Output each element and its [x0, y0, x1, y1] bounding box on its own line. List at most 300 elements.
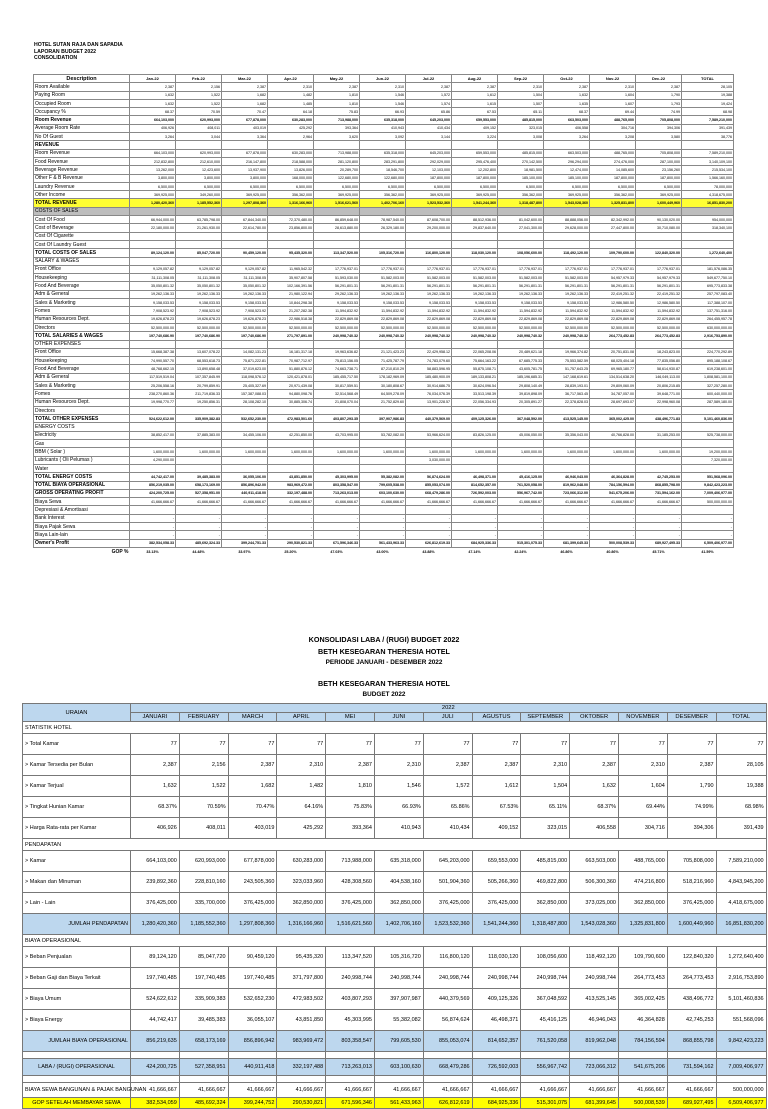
row-value: 376,425,000	[472, 893, 521, 914]
row-value: 438,496,771.83	[636, 415, 682, 423]
row-value	[179, 1076, 228, 1083]
row-value: 90,459,120	[228, 947, 277, 968]
row-value: 1,541,244,360	[452, 199, 498, 207]
row-value: 620,993,000	[176, 116, 222, 124]
row-label: Beverage Revenue	[34, 166, 130, 174]
month-header: JULI	[423, 713, 472, 722]
report-row	[34, 216, 734, 224]
row-value: 4,843,945,200	[716, 872, 766, 893]
report-row	[34, 340, 734, 348]
gop-label: GOP %	[111, 548, 129, 555]
row-value: 1,522	[176, 99, 222, 107]
row-value: 41,666,666.67	[590, 498, 636, 506]
row-value: 189,133,808.21	[452, 373, 498, 381]
row-value: 410,434	[423, 818, 472, 839]
row-value: 19,963,636.82	[314, 348, 360, 356]
summary-row	[23, 797, 767, 818]
row-label: Electricity	[34, 431, 130, 439]
report-row	[34, 274, 734, 282]
row-value	[682, 464, 734, 472]
row-value	[544, 464, 590, 472]
row-value: 108,056,600.00	[498, 249, 544, 257]
row-value: 30,885,306.74	[268, 398, 314, 406]
row-value: 65.11	[498, 108, 544, 116]
row-value: 3,800,000	[222, 174, 268, 182]
month-header: Nov-22	[590, 75, 636, 83]
row-value: 1,810	[326, 776, 375, 797]
row-value: 1,635	[544, 99, 590, 107]
row-value: 645,203,000	[423, 851, 472, 872]
row-value: 66.93	[360, 108, 406, 116]
row-value: 630,000,000.00	[682, 323, 734, 331]
row-value: 1,600,449,960	[636, 199, 682, 207]
row-value: 116,800,120.00	[406, 249, 452, 257]
row-value: 113,347,520.00	[314, 249, 360, 257]
row-value: 362,850,000	[277, 893, 326, 914]
row-value: 56,291,801.31	[636, 282, 682, 290]
month-header: AGUSTUS	[472, 713, 521, 722]
row-value: 7,908,523.92	[176, 307, 222, 315]
row-value: 147,168,619.61	[544, 373, 590, 381]
row-value: -	[360, 523, 406, 531]
row-value: 94,880,098.76	[268, 390, 314, 398]
row-value	[314, 440, 360, 448]
row-value	[314, 406, 360, 414]
row-label: JUMLAH BIAYA OPERASIONAL	[23, 1031, 131, 1052]
row-value	[268, 340, 314, 348]
row-value: 7,589,210,000	[716, 851, 766, 872]
row-value: 409,125,326	[472, 989, 521, 1010]
row-value: 51,582,003.00	[544, 274, 590, 282]
row-value: 2,916,753,890	[716, 968, 766, 989]
row-value	[636, 440, 682, 448]
row-value: 11,594,832.92	[452, 307, 498, 315]
month-header: May-22	[314, 75, 360, 83]
row-value: -	[360, 531, 406, 539]
row-value: 52,500,000.00	[268, 323, 314, 331]
row-value: 1,402,706,160	[360, 199, 406, 207]
row-value: 2,387	[423, 755, 472, 776]
row-value	[268, 506, 314, 514]
row-value: 19,262,136.33	[222, 290, 268, 298]
row-value: 505,266,360	[472, 872, 521, 893]
row-value: 197,740,686.90	[222, 332, 268, 340]
row-value: 3,800,000	[130, 174, 176, 182]
row-value: 240,998,740.32	[544, 332, 590, 340]
summary-row	[23, 947, 767, 968]
row-value: 46,498,371.00	[452, 473, 498, 481]
row-value: 65.86%	[423, 797, 472, 818]
row-value	[406, 423, 452, 431]
row-label: > Lain - Lain	[23, 893, 131, 914]
report-row	[34, 290, 734, 298]
row-value: 44,742,417.00	[130, 473, 176, 481]
row-value: 58,883,596.95	[406, 365, 452, 373]
row-value: 74.99%	[667, 797, 716, 818]
row-label: Sales & Marketing	[34, 299, 130, 307]
row-value: 28,697,693.07	[590, 398, 636, 406]
row-value: 41,666,666.67	[268, 498, 314, 506]
row-value: 500,008,539.33	[590, 539, 636, 547]
row-value: 75.83%	[326, 797, 375, 818]
row-value	[222, 240, 268, 248]
row-label: BBM ( Solar )	[34, 448, 130, 456]
row-value: 42,745,253	[667, 1010, 716, 1031]
row-value: 399,244,751.33	[222, 539, 268, 547]
row-value: 35,050,801.32	[222, 282, 268, 290]
row-value: 1,325,831,800	[618, 914, 667, 935]
row-value	[498, 240, 544, 248]
report-row	[34, 91, 734, 99]
row-value: 181,576,086.35	[682, 265, 734, 273]
row-value: 2,310	[498, 83, 544, 91]
row-value: 197,740,485	[131, 968, 180, 989]
row-value: 2,387	[131, 755, 180, 776]
row-value: 1,297,808,360	[228, 914, 277, 935]
row-value: 51,880,876.12	[268, 365, 314, 373]
row-value	[360, 423, 406, 431]
row-value: 620,993,000	[179, 851, 228, 872]
row-value: 362,850,000	[521, 893, 570, 914]
row-value: 74,663,738.71	[314, 365, 360, 373]
budget-summary-sheet	[0, 600, 768, 1106]
row-value: 28,108,282.10	[222, 398, 268, 406]
row-value: 17,776,937.01	[452, 265, 498, 273]
row-value: 31,111,308.05	[130, 274, 176, 282]
row-value	[498, 440, 544, 448]
row-value: 11,965,542.32	[268, 265, 314, 273]
row-value: 21,980,122.94	[268, 290, 314, 298]
row-value: 35,050,801.32	[176, 282, 222, 290]
row-value	[268, 464, 314, 472]
row-value: 541,675,206	[618, 1059, 667, 1076]
row-value: 12,202,800	[452, 166, 498, 174]
row-value: 224,770,292.89	[682, 348, 734, 356]
row-label: LABA / (RUGI) OPERASIONAL	[23, 1059, 131, 1076]
row-label: TOTAL BIAYA OPERASIONAL	[34, 481, 130, 489]
row-value	[314, 257, 360, 265]
row-value	[452, 440, 498, 448]
row-value: 22,614,780.00	[222, 224, 268, 232]
report-row	[34, 523, 734, 531]
report-row	[34, 207, 734, 215]
row-value: 53,782,082.00	[360, 431, 406, 439]
row-value: 413,525,145.00	[544, 415, 590, 423]
row-value	[590, 240, 636, 248]
row-value	[406, 141, 452, 149]
row-value: 83,826,125.00	[452, 431, 498, 439]
row-value: 22,829,869.08	[544, 315, 590, 323]
report-row	[34, 481, 734, 489]
row-value	[406, 440, 452, 448]
row-value: 13,607,078.22	[176, 348, 222, 356]
summary-row	[23, 818, 767, 839]
row-value: 506,300,360	[570, 872, 619, 893]
row-value: 122,680,000	[360, 174, 406, 182]
row-value	[498, 141, 544, 149]
row-value: 440,911,418.00	[222, 489, 268, 497]
row-value: 6,500,000	[130, 182, 176, 190]
row-value: 11,594,832.92	[314, 307, 360, 315]
row-value: 3,364	[222, 133, 268, 141]
report-row	[34, 440, 734, 448]
row-value	[406, 232, 452, 240]
row-value: 1,482	[277, 776, 326, 797]
row-value: 335,700,000	[179, 893, 228, 914]
row-value: 659,553,000	[472, 851, 521, 872]
row-value: 67,844,340.00	[222, 216, 268, 224]
row-value	[452, 506, 498, 514]
row-value: 856,219,635	[131, 1031, 180, 1052]
summary-hotel-name: BETH KESEGARAN THERESIA HOTEL	[318, 647, 450, 656]
report-row	[34, 506, 734, 514]
row-value: 626,812,619.33	[406, 539, 452, 547]
gop-value: 40.86%	[606, 549, 619, 554]
row-value: 295,476,400	[452, 157, 498, 165]
row-value: 19,626,878.23	[176, 315, 222, 323]
row-value: -	[590, 531, 636, 539]
row-value: 1,600,449,960	[667, 914, 716, 935]
row-value	[268, 240, 314, 248]
summary-row	[23, 851, 767, 872]
row-value: 705,808,000	[636, 149, 682, 157]
row-value: 185,100,000	[544, 174, 590, 182]
row-label	[23, 1052, 131, 1059]
row-value: 108,056,600	[521, 947, 570, 968]
row-value: 677,878,000	[222, 149, 268, 157]
row-value: 29,808,140.49	[498, 381, 544, 389]
month-header: Jul-22	[406, 75, 452, 83]
row-value	[326, 1052, 375, 1059]
row-value: 19,262,136.33	[544, 290, 590, 298]
row-value: 14,082,131.23	[222, 348, 268, 356]
summary-row	[23, 872, 767, 893]
row-value: 87,210,810.29	[360, 365, 406, 373]
row-label: Food And Beverage	[34, 365, 130, 373]
row-value: 21,207,282.38	[268, 307, 314, 315]
row-value	[131, 1076, 180, 1083]
row-value: 264,773,453	[618, 968, 667, 989]
row-value: 20,971,439.08	[268, 381, 314, 389]
row-value: -	[636, 523, 682, 531]
row-value: 4,290,000.00	[130, 456, 176, 464]
row-value: 41,666,666.67	[544, 498, 590, 506]
row-value: 187,800,000	[406, 174, 452, 182]
row-value: 404,538,160	[374, 872, 423, 893]
row-label: Laundry Revenue	[34, 182, 130, 190]
row-value: 369,925,000	[406, 191, 452, 199]
month-header: Apr-22	[268, 75, 314, 83]
row-value	[406, 240, 452, 248]
row-value: 52,500,000.00	[130, 323, 176, 331]
row-value: 2,387	[570, 755, 619, 776]
row-value: 658,173,169	[179, 1031, 228, 1052]
row-value: 75,664,163.22	[452, 357, 498, 365]
row-value	[618, 1052, 667, 1059]
row-value: 22,829,869.08	[406, 315, 452, 323]
row-value: 626,812,619	[423, 1098, 472, 1109]
row-value: 403,019	[222, 124, 268, 132]
row-value: 726,592,003	[472, 1059, 521, 1076]
gop-value: 43.88%	[422, 549, 435, 554]
row-value: 28,105	[716, 755, 766, 776]
row-value: 45,416,125.00	[498, 473, 544, 481]
row-value: 137,751,316.00	[682, 307, 734, 315]
row-value: 30,710,080.00	[636, 224, 682, 232]
month-header: SEPTEMBER	[521, 713, 570, 722]
row-value: 3,580	[636, 133, 682, 141]
row-value: 723,066,312	[570, 1059, 619, 1076]
row-label: > Harga Rata-rata per Kamar	[23, 818, 131, 839]
gop-percent-row	[34, 547, 734, 555]
row-label: Biaya Pajak Sewa	[34, 523, 130, 531]
row-value	[130, 207, 176, 215]
row-value: 39,819,898.09	[498, 390, 544, 398]
row-value: 70.59	[176, 108, 222, 116]
row-label: Average Room Rate	[34, 124, 130, 132]
row-label: Other F & B Revenue	[34, 174, 130, 182]
row-value	[636, 456, 682, 464]
row-value: 681,399,645.33	[544, 539, 590, 547]
month-header: Aug-22	[452, 75, 498, 83]
row-value: 212,610,000	[176, 157, 222, 165]
row-value: 146,049,113.00	[636, 373, 682, 381]
row-value: 22,829,869.08	[314, 315, 360, 323]
row-value	[590, 506, 636, 514]
row-value: 82,342,992.00	[590, 216, 636, 224]
row-value: 185,196,685.31	[498, 373, 544, 381]
row-value: 868,855,798	[667, 1031, 716, 1052]
row-value: 6,500,000	[360, 182, 406, 190]
row-value: 1,280,420,360	[131, 914, 180, 935]
row-value: 81,042,600.00	[498, 216, 544, 224]
row-value: 954,000,000	[682, 216, 734, 224]
report-row	[34, 365, 734, 373]
row-value: 22,998,960.08	[636, 398, 682, 406]
row-value: 376,425,000	[228, 893, 277, 914]
row-value	[360, 464, 406, 472]
row-value: 41,666,667	[374, 1083, 423, 1098]
row-value: 1,318,487,800	[521, 914, 570, 935]
row-value: 369,925,000	[314, 191, 360, 199]
row-value: 983,969,472	[277, 1031, 326, 1052]
row-value: 524,622,612	[131, 989, 180, 1010]
row-value: 1,600,000.00	[130, 448, 176, 456]
row-value: 403,019	[228, 818, 277, 839]
month-header: Sep-22	[498, 75, 544, 83]
row-value	[590, 141, 636, 149]
row-value: 2,310	[521, 755, 570, 776]
row-value: 369,925,000	[130, 191, 176, 199]
row-value: 2,916,753,890.00	[682, 332, 734, 340]
row-label: Water	[34, 464, 130, 472]
row-value: 369,925,000	[222, 191, 268, 199]
row-value: 1,604	[618, 776, 667, 797]
row-value: 440,911,418	[228, 1059, 277, 1076]
row-value: 45,006,050.00	[498, 431, 544, 439]
row-value: 488,765,000	[618, 851, 667, 872]
row-value: 684,925,336	[472, 1098, 521, 1109]
row-value	[360, 340, 406, 348]
row-value: 2,387	[314, 83, 360, 91]
row-value: 376,425,000	[667, 893, 716, 914]
row-value: 323,015	[521, 818, 570, 839]
row-value	[222, 423, 268, 431]
row-value: 1,316,166,960	[277, 914, 326, 935]
row-value: 1,516,621,560	[314, 199, 360, 207]
row-value: 21,261,930.00	[176, 224, 222, 232]
row-value: 41,666,667	[228, 1083, 277, 1098]
row-value: 1,632	[544, 91, 590, 99]
row-value: 75,813,156.05	[314, 357, 360, 365]
row-value: 356,362,000	[268, 191, 314, 199]
row-value: 4,318,675,000	[682, 191, 734, 199]
row-value: 6,500,000	[268, 182, 314, 190]
row-value: 75,871,222.81	[222, 357, 268, 365]
row-value	[636, 340, 682, 348]
row-value	[176, 440, 222, 448]
row-label: Cost of Beverage	[34, 224, 130, 232]
row-value: 19,262,136.33	[498, 290, 544, 298]
row-value: 2,387	[452, 83, 498, 91]
row-value: 335,909,382.83	[176, 415, 222, 423]
description-header: Description	[34, 75, 130, 83]
report-row	[34, 224, 734, 232]
report-row	[34, 182, 734, 190]
summary-row	[23, 1052, 767, 1059]
row-value: 65.86	[406, 108, 452, 116]
row-value: 29,262,136.33	[314, 290, 360, 298]
row-value: 1,600,000.00	[452, 448, 498, 456]
row-value: 1,280,420,360	[130, 199, 176, 207]
row-value: 440,379,569	[423, 989, 472, 1010]
row-value: 43,851,850.00	[268, 473, 314, 481]
row-value	[498, 464, 544, 472]
row-value	[544, 406, 590, 414]
row-value	[326, 1076, 375, 1083]
row-value	[682, 406, 734, 414]
row-value: 6,500,000	[544, 182, 590, 190]
row-value	[716, 1052, 766, 1059]
row-value: 22,419,251.32	[636, 290, 682, 298]
row-label: Front Office	[34, 348, 130, 356]
row-value: 157,387,088.03	[222, 390, 268, 398]
report-row	[34, 141, 734, 149]
row-value: 2,387	[130, 83, 176, 91]
row-value	[498, 423, 544, 431]
row-value: 68,025,404.18	[590, 357, 636, 365]
row-value: 6,500,000	[176, 182, 222, 190]
row-value: 9,129,057.82	[130, 265, 176, 273]
row-value	[682, 340, 734, 348]
row-label: Room Revenue	[34, 116, 130, 124]
row-value: 105,316,720.00	[360, 249, 406, 257]
row-value	[590, 423, 636, 431]
row-value	[374, 1076, 423, 1083]
row-value: 1,523,532,360	[423, 914, 472, 935]
row-value: 9,158,033.53	[176, 299, 222, 307]
row-value: 36,055,107	[228, 1010, 277, 1031]
row-label: Room Revenue	[34, 149, 130, 157]
row-value: 12,986,580.50	[590, 299, 636, 307]
row-value: 11,594,832.92	[406, 307, 452, 315]
row-value: 1,682	[222, 91, 268, 99]
row-value: 369,925,000	[636, 191, 682, 199]
row-value: 45,303,995	[326, 1010, 375, 1031]
row-label	[23, 1076, 131, 1083]
row-value: 17,776,937.01	[590, 265, 636, 273]
summary-header-row-year	[23, 704, 767, 713]
